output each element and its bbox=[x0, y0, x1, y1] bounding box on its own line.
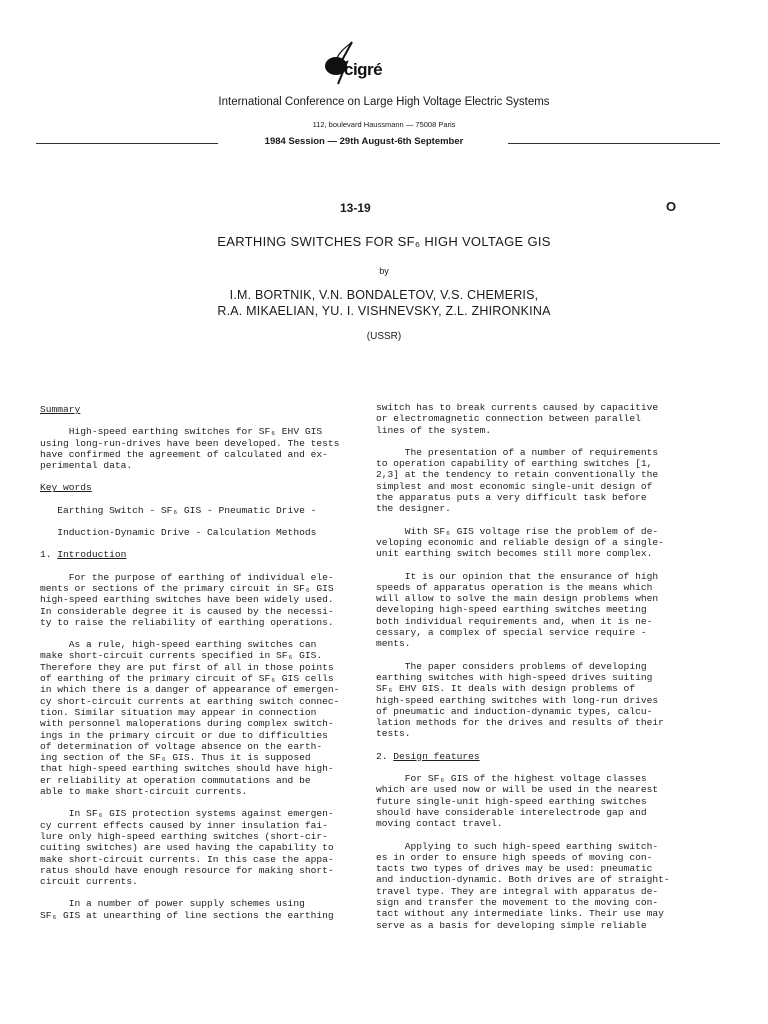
text-line: perimental data. bbox=[40, 460, 133, 472]
text-line: cy short-circuit currents at earthing switch connec- bbox=[40, 695, 340, 707]
intro-paragraph-3 bbox=[40, 808, 362, 887]
design-paragraph-2 bbox=[376, 841, 694, 931]
authors-line-2: R.A. MIKAELIAN, YU. I. VISHNEVSKY, Z.L. ZHIRONKINA bbox=[217, 304, 551, 318]
text-line: and induction-dynamic. Both drives are of straight- bbox=[376, 874, 670, 886]
text-line: to operation capability of earthing switches [1, bbox=[376, 458, 653, 470]
text-line: Applying to such high-speed earthing switch- bbox=[376, 840, 659, 852]
by-label: by bbox=[379, 266, 389, 276]
keywords-heading: Key words bbox=[40, 482, 92, 494]
session-line bbox=[36, 136, 720, 150]
left-column bbox=[40, 404, 362, 921]
text-line: of earthing of the primary circuit of SF₆ GIS cells bbox=[40, 673, 334, 685]
text-line: lure only high-speed earthing switches (short-cir- bbox=[40, 830, 328, 842]
conference-title: International Conference on Large High Voltage Electric Systems bbox=[218, 96, 550, 108]
text-line: that high-speed earthing switches should have high- bbox=[40, 763, 334, 775]
intro-paragraph-4 bbox=[40, 898, 362, 921]
text-line: ing section of the SF₆ GIS. Thus it is supposed bbox=[40, 752, 311, 764]
logo-text: cigré bbox=[344, 60, 383, 79]
text-line: using long-run-drives have been developed. The tests bbox=[40, 437, 340, 449]
text-line: of pneumatic and induction-dynamic types, calcu- bbox=[376, 705, 653, 717]
section-design-heading: 2. Design features bbox=[376, 750, 480, 762]
text-line: The paper considers problems of developing bbox=[376, 660, 647, 672]
keywords-line-2: Induction-Dynamic Drive - Calculation Methods bbox=[40, 527, 317, 539]
text-line: tests. bbox=[376, 728, 411, 740]
right-paragraph-1 bbox=[376, 402, 694, 436]
text-line: High-speed earthing switches for SF₆ EHV GIS bbox=[40, 426, 323, 438]
text-line: serve as a basis for developing simple reliable bbox=[376, 919, 647, 931]
text-line: travel type. They are integral with apparatus de- bbox=[376, 885, 659, 897]
text-line: tion. Similar situation may appear in connection bbox=[40, 706, 317, 718]
text-line: unit earthing switch becomes still more complex. bbox=[376, 548, 653, 560]
text-line: circuit currents. bbox=[40, 876, 138, 888]
text-line: make short-circuit currents specified in SF₆ GIS. bbox=[40, 650, 323, 662]
text-line: sign and transfer the movement to the moving con- bbox=[376, 896, 659, 908]
text-line: ty to raise the reliability of earthing operations. bbox=[40, 616, 334, 628]
text-line: make short-circuit currents. In this case the appa- bbox=[40, 853, 334, 865]
text-line: both individual requirements and, when it is ne- bbox=[376, 615, 653, 627]
text-line: tacts two types of drives may be used: pneumatic bbox=[376, 863, 653, 875]
text-line: For the purpose of earthing of individual ele- bbox=[40, 571, 334, 583]
keywords-line-1: Earthing Switch - SF₆ GIS - Pneumatic Drive - bbox=[40, 504, 317, 516]
text-line: have confirmed the agreement of calculated and ex- bbox=[40, 448, 328, 460]
text-line: SF₆ EHV GIS. It deals with design problems of bbox=[376, 683, 636, 695]
text-line: speeds of apparatus operation is the means which bbox=[376, 581, 653, 593]
text-line: ings in the primary circuit or due to difficulties bbox=[40, 729, 328, 741]
text-line: simplest and most economic single-unit design of bbox=[376, 480, 653, 492]
summary-text bbox=[40, 426, 362, 471]
text-line: er reliability at operation commutations and be bbox=[40, 774, 311, 786]
summary-heading: Summary bbox=[40, 404, 81, 415]
text-line: ments or sections of the primary circuit in SF₆ GIS bbox=[40, 582, 334, 594]
text-line: able to make short-circuit currents. bbox=[40, 786, 248, 798]
right-column bbox=[376, 402, 694, 931]
text-line: earthing switches with high-speed drives suiting bbox=[376, 671, 653, 683]
text-line: with personnel maloperations during complex switch- bbox=[40, 718, 334, 730]
text-line: tact without any intermediate links. Their use may bbox=[376, 908, 664, 920]
text-line: or electromagnetic connection between parallel bbox=[376, 413, 641, 425]
text-line: Therefore they are put first of all in those points bbox=[40, 661, 334, 673]
text-line: In considerable degree it is caused by the necessi- bbox=[40, 605, 334, 617]
section-introduction-heading: 1. Introduction bbox=[40, 549, 127, 561]
paper-number: 13-19 bbox=[340, 201, 371, 215]
text-line: With SF₆ GIS voltage rise the problem of de- bbox=[376, 525, 659, 537]
text-line: should have considerable interelectrode gap and bbox=[376, 806, 647, 818]
text-line: As a rule, high-speed earthing switches can bbox=[40, 639, 317, 651]
text-line: will allow to solve the main design problems when bbox=[376, 593, 659, 605]
text-line: lation methods for the drives and results of their bbox=[376, 717, 664, 729]
text-line: es in order to ensure high speeds of moving con- bbox=[376, 851, 653, 863]
rule-right bbox=[508, 143, 720, 144]
intro-paragraph-1 bbox=[40, 572, 362, 628]
intro-paragraph-2 bbox=[40, 639, 362, 797]
text-line: The presentation of a number of requirements bbox=[376, 446, 659, 458]
rule-left bbox=[36, 143, 218, 144]
text-line: moving contact travel. bbox=[376, 818, 503, 830]
right-paragraph-5 bbox=[376, 661, 694, 740]
group-mark: O bbox=[666, 199, 677, 214]
text-line: veloping economic and reliable design of a single- bbox=[376, 536, 664, 548]
text-line: the apparatus puts a very difficult task before bbox=[376, 492, 647, 504]
design-paragraph-1 bbox=[376, 773, 694, 829]
text-line: 2,3] at the tendency to retain conventionally the bbox=[376, 469, 659, 481]
text-line: ratus should have enough resource for making short- bbox=[40, 864, 334, 876]
text-line: developing high-speed earthing switches meeting bbox=[376, 604, 647, 616]
text-line: in which there is a danger of appearance of emergen- bbox=[40, 684, 340, 696]
text-line: SF₆ GIS at unearthing of line sections the earthing bbox=[40, 909, 334, 921]
session-text: 1984 Session — 29th August-6th September bbox=[264, 136, 464, 147]
text-line: of determination of voltage absence on the earth- bbox=[40, 740, 323, 752]
text-line: high-speed earthing switches with long-run drives bbox=[376, 694, 659, 706]
text-line: ments. bbox=[376, 638, 411, 650]
right-paragraph-3 bbox=[376, 526, 694, 560]
text-line: future single-unit high-speed earthing switches bbox=[376, 795, 647, 807]
text-line: cy current effects caused by inner insulation fai- bbox=[40, 819, 328, 831]
right-paragraph-4 bbox=[376, 571, 694, 650]
text-line: cessary, a complex of special service require - bbox=[376, 627, 647, 639]
text-line: high-speed earthing switches have been widely used. bbox=[40, 594, 334, 606]
text-line: lines of the system. bbox=[376, 424, 492, 436]
text-line: switch has to break currents caused by capacitive bbox=[376, 402, 659, 413]
text-line: cuiting switches) are used having the capability to bbox=[40, 842, 334, 854]
text-line: the designer. bbox=[376, 503, 451, 515]
country: (USSR) bbox=[366, 331, 402, 342]
text-line: which are used now or will be used in the nearest bbox=[376, 784, 659, 796]
right-paragraph-2 bbox=[376, 447, 694, 515]
paper-title: EARTHING SWITCHES FOR SF₆ HIGH VOLTAGE GIS bbox=[217, 234, 551, 249]
address: 112, boulevard Haussmann — 75008 Paris bbox=[312, 120, 456, 129]
text-line: In SF₆ GIS protection systems against emergen- bbox=[40, 808, 334, 820]
text-line: In a number of power supply schemes using bbox=[40, 898, 305, 910]
text-line: It is our opinion that the ensurance of high bbox=[376, 570, 659, 582]
text-line: For SF₆ GIS of the highest voltage classes bbox=[376, 773, 647, 785]
authors-line-1: I.M. BORTNIK, V.N. BONDALETOV, V.S. CHEMERIS, bbox=[229, 288, 539, 302]
